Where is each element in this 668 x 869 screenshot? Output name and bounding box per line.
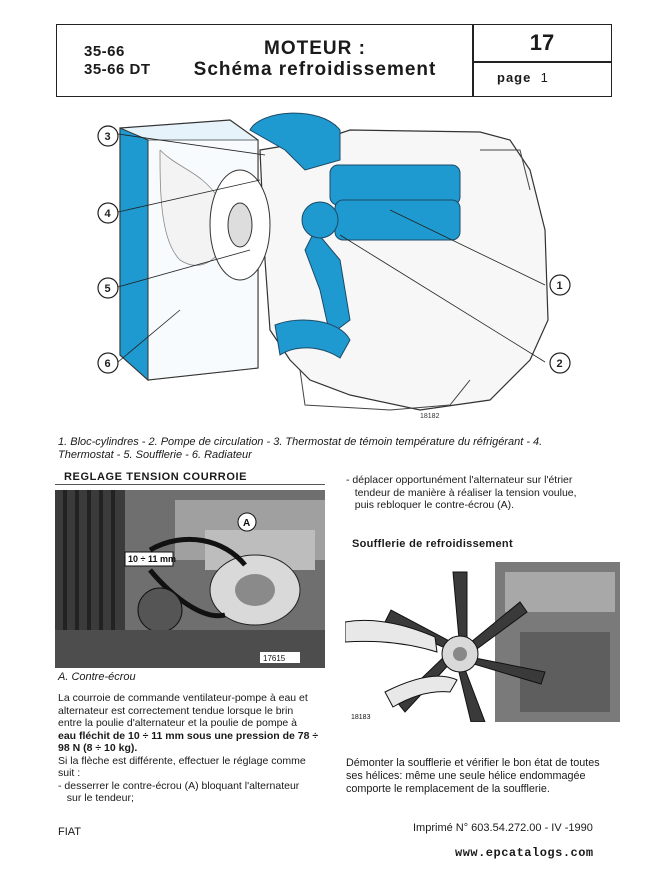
svg-text:6: 6 — [104, 358, 111, 370]
text-line: ses hélices: même une seule hélice endommagée — [346, 770, 586, 782]
text-line: - desserrer le contre-écrou (A) bloquant l'alternateur — [58, 779, 300, 792]
text-line: La courroie de commande ventilateur-pompe à eau et — [58, 692, 308, 704]
svg-text:5: 5 — [104, 283, 111, 295]
page-title-line-2: Schéma refroidissement — [193, 59, 437, 80]
callout-3 — [96, 124, 120, 148]
brand-label: FIAT — [58, 826, 82, 838]
text-line: sur le tendeur; — [58, 792, 134, 804]
photo-label-a: A — [243, 518, 251, 529]
cooling-diagram — [90, 110, 610, 430]
soufflerie-heading: Soufflerie de refroidissement — [352, 538, 513, 550]
text-line: Démonter la soufflerie et vérifier le bon état de toutes — [346, 757, 600, 769]
svg-text:1: 1 — [556, 280, 563, 292]
text-line: suit : — [58, 767, 81, 779]
heading-rule — [55, 484, 325, 485]
svg-text:2: 2 — [556, 358, 563, 370]
text-line: tendeur de manière à réaliser la tension voulue, — [346, 486, 577, 499]
section-number: 17 — [529, 30, 555, 55]
callout-5 — [96, 276, 120, 300]
text-line: comporte le remplacement de la soufflerie. — [346, 783, 550, 795]
legend-line-2: Thermostat - 5. Soufflerie - 6. Radiateur — [58, 449, 252, 461]
tension-continued — [346, 474, 616, 512]
tension-heading: REGLAGE TENSION COURROIE — [64, 471, 248, 483]
svg-text:3: 3 — [104, 131, 111, 143]
figure-legend — [58, 436, 618, 462]
print-reference: Imprimé N° 603.54.272.00 - IV -1990 — [413, 822, 593, 834]
page-number: 1 — [540, 70, 549, 85]
text-line: eau fléchit de 10 ÷ 11 mm sous une pression de 78 ÷ — [58, 729, 319, 742]
text-line: - déplacer opportunément l'alternateur sur l'étrier — [346, 474, 573, 486]
callout-4 — [96, 201, 120, 225]
watermark: www.epcatalogs.com — [455, 846, 594, 860]
callout-1 — [548, 273, 572, 297]
model-line-1: 35-66 — [84, 43, 125, 60]
text-line: 98 N (8 ÷ 10 kg). — [58, 742, 138, 754]
callout-2 — [548, 351, 572, 375]
fan — [210, 170, 270, 280]
measure-label: 10 ÷ 11 mm — [128, 554, 176, 564]
water-pump — [302, 202, 338, 238]
text-line: alternateur est correctement tendue lorsque le brin — [58, 704, 294, 717]
svg-text:4: 4 — [104, 208, 111, 220]
legend-line-1: 1. Bloc-cylindres - 2. Pompe de circulation - 3. Thermostat de témoin température du réfrigérant - 4. — [58, 436, 543, 448]
page-title-line-1: MOTEUR : — [264, 38, 366, 59]
photo-ref: 18183 — [351, 714, 371, 721]
photo-ref: 17615 — [263, 654, 286, 663]
text-line: Si la flèche est différente, effectuer le réglage comme — [58, 754, 306, 767]
page-indicator — [497, 70, 549, 85]
text-line: puis rebloquer le contre-écrou (A). — [346, 499, 515, 511]
figure-ref-code: 18182 — [420, 413, 440, 420]
page-label: page — [497, 70, 532, 85]
soufflerie-paragraph — [346, 757, 621, 796]
model-line-2: 35-66 DT — [84, 61, 151, 78]
text-line: entre la poulie d'alternateur et la poulie de pompe à — [58, 717, 298, 729]
callout-6 — [96, 351, 120, 375]
belt-tension-photo — [55, 490, 325, 668]
header-divider — [472, 61, 612, 63]
photo-caption: A. Contre-écrou — [58, 671, 136, 683]
fan-removal-photo — [345, 562, 620, 722]
tension-paragraph — [58, 692, 328, 805]
